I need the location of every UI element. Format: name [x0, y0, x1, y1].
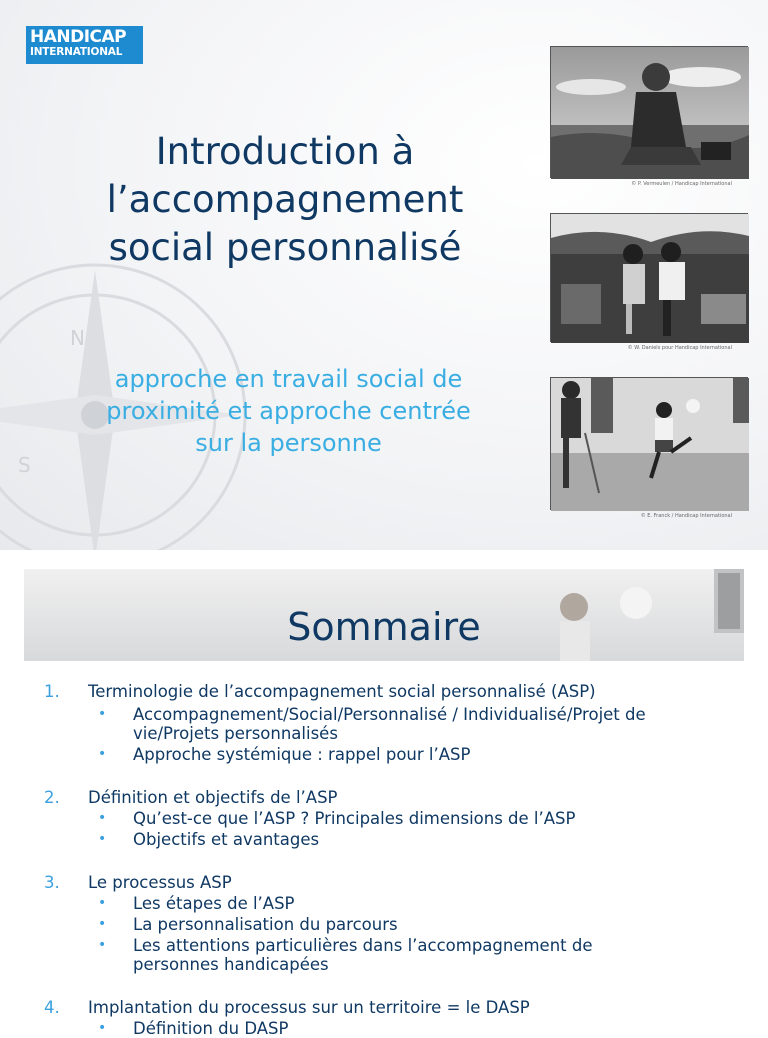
photo-deminer	[550, 46, 748, 178]
toc-subitem: • Les attentions particulières dans l’accompagnement de personnes handicapées	[98, 936, 593, 974]
table-of-contents	[24, 682, 744, 1038]
photo-credit: © P. Vermeulen / Handicap International	[631, 181, 732, 187]
title-banner	[24, 569, 744, 661]
photo-credit: © E. Franck / Handicap International	[640, 513, 732, 519]
toc-section: 4. Implantation du processus sur un territoire = le DASP	[44, 998, 530, 1017]
photo-rehabilitation-tent	[550, 213, 748, 342]
toc-subitem: • Objectifs et avantages	[98, 830, 320, 849]
toc-section: 3. Le processus ASP	[44, 873, 232, 892]
summary-slide	[0, 550, 768, 1038]
slide-subtitle: approche en travail social de proximité et approche centrée sur la personne	[106, 365, 471, 457]
toc-subitem: • Définition du DASP	[98, 1019, 289, 1038]
svg-text:S: S	[18, 453, 31, 477]
toc-section: 2. Définition et objectifs de l’ASP	[44, 788, 338, 807]
handicap-international-logo: HANDICAP INTERNATIONAL	[26, 26, 143, 64]
toc-subitem: • Qu’est-ce que l’ASP ? Principales dimensions de l’ASP	[98, 809, 576, 828]
summary-title: Sommaire	[287, 605, 481, 649]
toc-subitem: • Approche systémique : rappel pour l’ASP	[98, 745, 471, 764]
svg-text:N: N	[70, 326, 85, 350]
photo-children-ball	[550, 377, 748, 510]
toc-subitem: • Les étapes de l’ASP	[98, 894, 295, 913]
slide-title: Introduction à l’accompagnement social personnalisé	[106, 130, 464, 269]
toc-subitem: • La personnalisation du parcours	[98, 915, 398, 934]
toc-section: 1. Terminologie de l’accompagnement social personnalisé (ASP)	[44, 682, 596, 701]
toc-subitem: • Accompagnement/Social/Personnalisé / Individualisé/Projet de vie/Projets personnalisés	[98, 705, 646, 743]
photo-credit: © W. Daniels pour Handicap International	[627, 345, 732, 351]
